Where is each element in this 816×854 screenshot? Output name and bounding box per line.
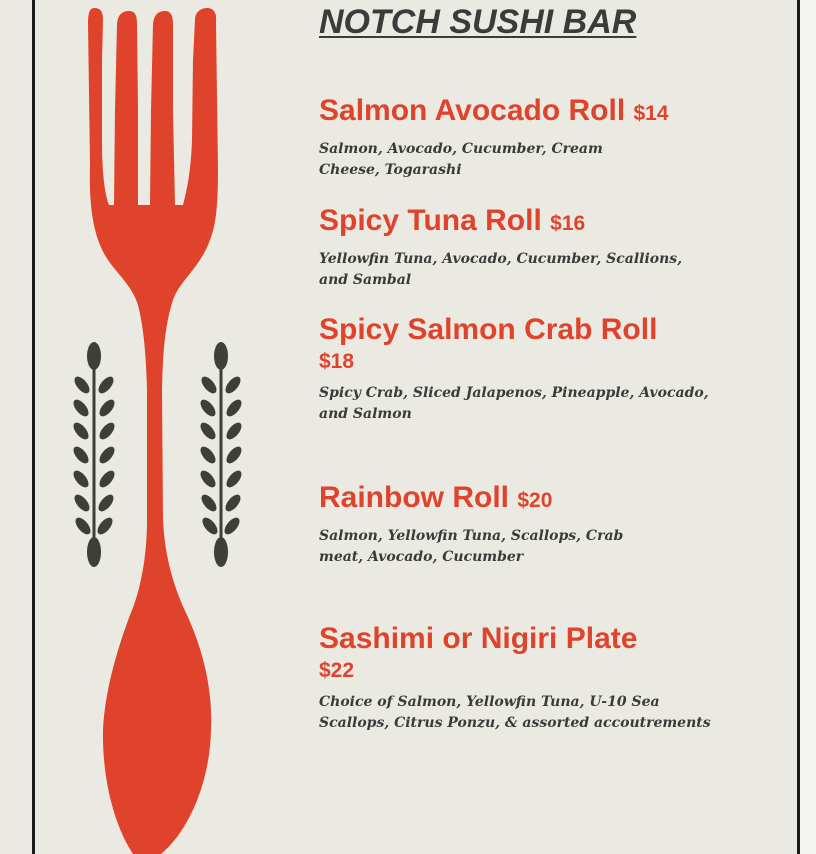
- item-description: Choice of Salmon, Yellowfin Tuna, U-10 Sea Scallops, Citrus Ponzu, & assorted accoutrements: [319, 694, 711, 731]
- leaf-sprig-icon: [198, 342, 245, 567]
- item-description: Salmon, Yellowfin Tuna, Scallops, Crab meat, Avocado, Cucumber: [319, 528, 624, 565]
- item-name: Rainbow Roll: [319, 481, 509, 514]
- menu-title: NOTCH SUSHI BAR: [319, 3, 637, 41]
- item-description: Yellowfin Tuna, Avocado, Cucumber, Scallions, and Sambal: [319, 251, 683, 288]
- menu-item: [319, 481, 739, 568]
- menu-item: [319, 622, 739, 734]
- item-price: $14: [633, 102, 669, 125]
- item-price: $22: [319, 659, 355, 682]
- menu-item: [319, 204, 739, 291]
- item-name-line: [319, 204, 739, 241]
- item-name: Spicy Salmon Crab Roll: [319, 313, 658, 346]
- page-edge: [800, 0, 816, 854]
- item-price: $20: [517, 489, 553, 512]
- item-name: Spicy Tuna Roll: [319, 204, 542, 237]
- item-price: $16: [550, 212, 586, 235]
- item-description: Spicy Crab, Sliced Jalapenos, Pineapple, Avocado, and Salmon: [319, 385, 709, 422]
- item-name-line: [319, 481, 739, 518]
- item-name: Sashimi or Nigiri Plate: [319, 622, 638, 655]
- item-price: $18: [319, 350, 355, 373]
- leaf-sprig-icon: [71, 342, 118, 567]
- item-name: Salmon Avocado Roll: [319, 94, 626, 127]
- menu-item: [319, 313, 739, 425]
- menu-item: [319, 94, 739, 181]
- item-description: Salmon, Avocado, Cucumber, Cream Cheese, Togarashi: [319, 141, 603, 178]
- menu-illustration: [35, 0, 295, 854]
- item-name-line: [319, 94, 739, 131]
